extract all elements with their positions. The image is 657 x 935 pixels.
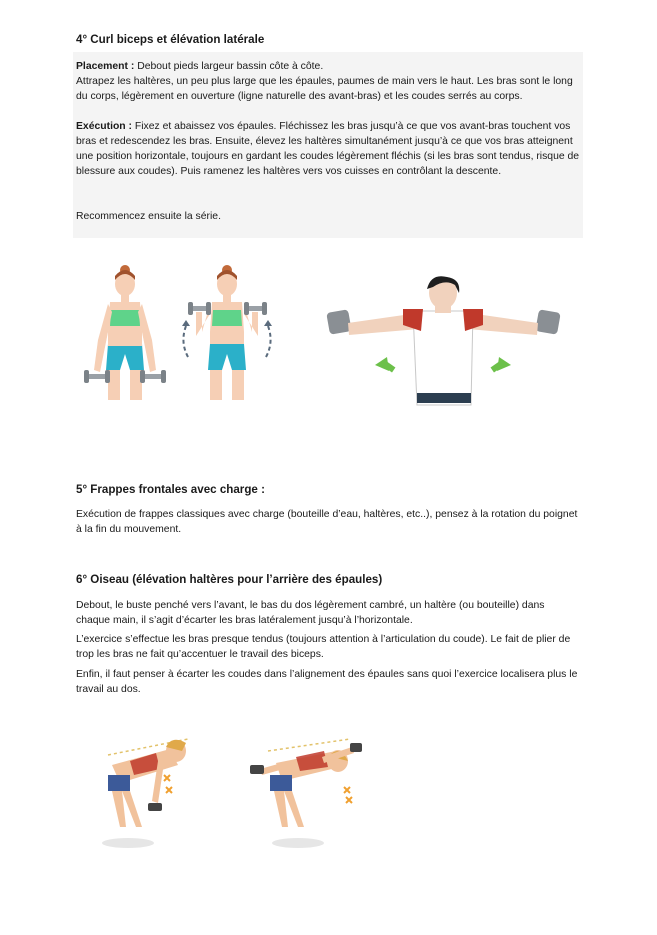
biceps-curl-illustration [80, 262, 280, 407]
woman-curl-figure [182, 265, 272, 400]
woman-arms-down-figure [84, 265, 166, 400]
placement-label: Placement : [76, 61, 135, 72]
section5-title: 5° Frappes frontales avec charge : [76, 483, 265, 496]
execution-label: Exécution : [76, 121, 133, 132]
section5-paragraph: Exécution de frappes classiques avec charge (bouteille d’eau, haltères, etc..), pensez à la rotation du poignet à la fin du mouvement. [76, 509, 578, 535]
section6-title: 6° Oiseau (élévation haltères pour l’arrière des épaules) [76, 573, 383, 586]
execution-text: Fixez et abaissez vos épaules. Fléchissez les bras jusqu’à ce que vos avant-bras touchent vos bras et redescendez les bras. Ensuite, élevez les haltères simultanément jusqu’à ce que vos bras atteignent une position horizontale, toujours en gardant les coudes légèrement fléchis (si les bras sont tendus, risque de blessure aux coudes). Puis ramenez les haltères vers vos cuisses en contrôlant la descente. [76, 121, 580, 177]
section6-paragraph-1: Debout, le buste penché vers l’avant, le bas du dos légèrement cambré, un haltère (ou bouteille) dans chaque main, il s’agit d’écarter les bras latéralement jusqu’à l’horizontale. [76, 600, 545, 626]
lateral-raise-illustration [323, 275, 568, 410]
repeat-paragraph: Recommencez ensuite la série. [76, 211, 221, 222]
bent-over-arms-raised-figure [250, 739, 362, 848]
section6-paragraph-2: L’exercice s’effectue les bras presque tendus (toujours attention à l’articulation du coude). Le fait de plier de trop les bras ne fait qu’accentuer le travail des biceps. [76, 634, 571, 660]
section4-title: 4° Curl biceps et élévation latérale [76, 33, 265, 46]
bent-over-arms-down-figure [102, 739, 188, 848]
rear-delt-fly-illustration [100, 735, 370, 850]
section6-paragraph-3: Enfin, il faut penser à écarter les coudes dans l’alignement des épaules sans quoi l’exercice localisera plus le travail au dos. [76, 669, 578, 695]
placement-line2: Attrapez les haltères, un peu plus large que les épaules, paumes de main vers le haut. Les bras sont le long du corps, légèrement en ouverture (ligne naturelle des avant-bras) et les coudes serrés au corps. [76, 76, 573, 102]
placement-line1: Debout pieds largeur bassin côte à côte. [134, 61, 324, 72]
execution-paragraph [76, 119, 581, 179]
placement-paragraph [76, 59, 581, 104]
